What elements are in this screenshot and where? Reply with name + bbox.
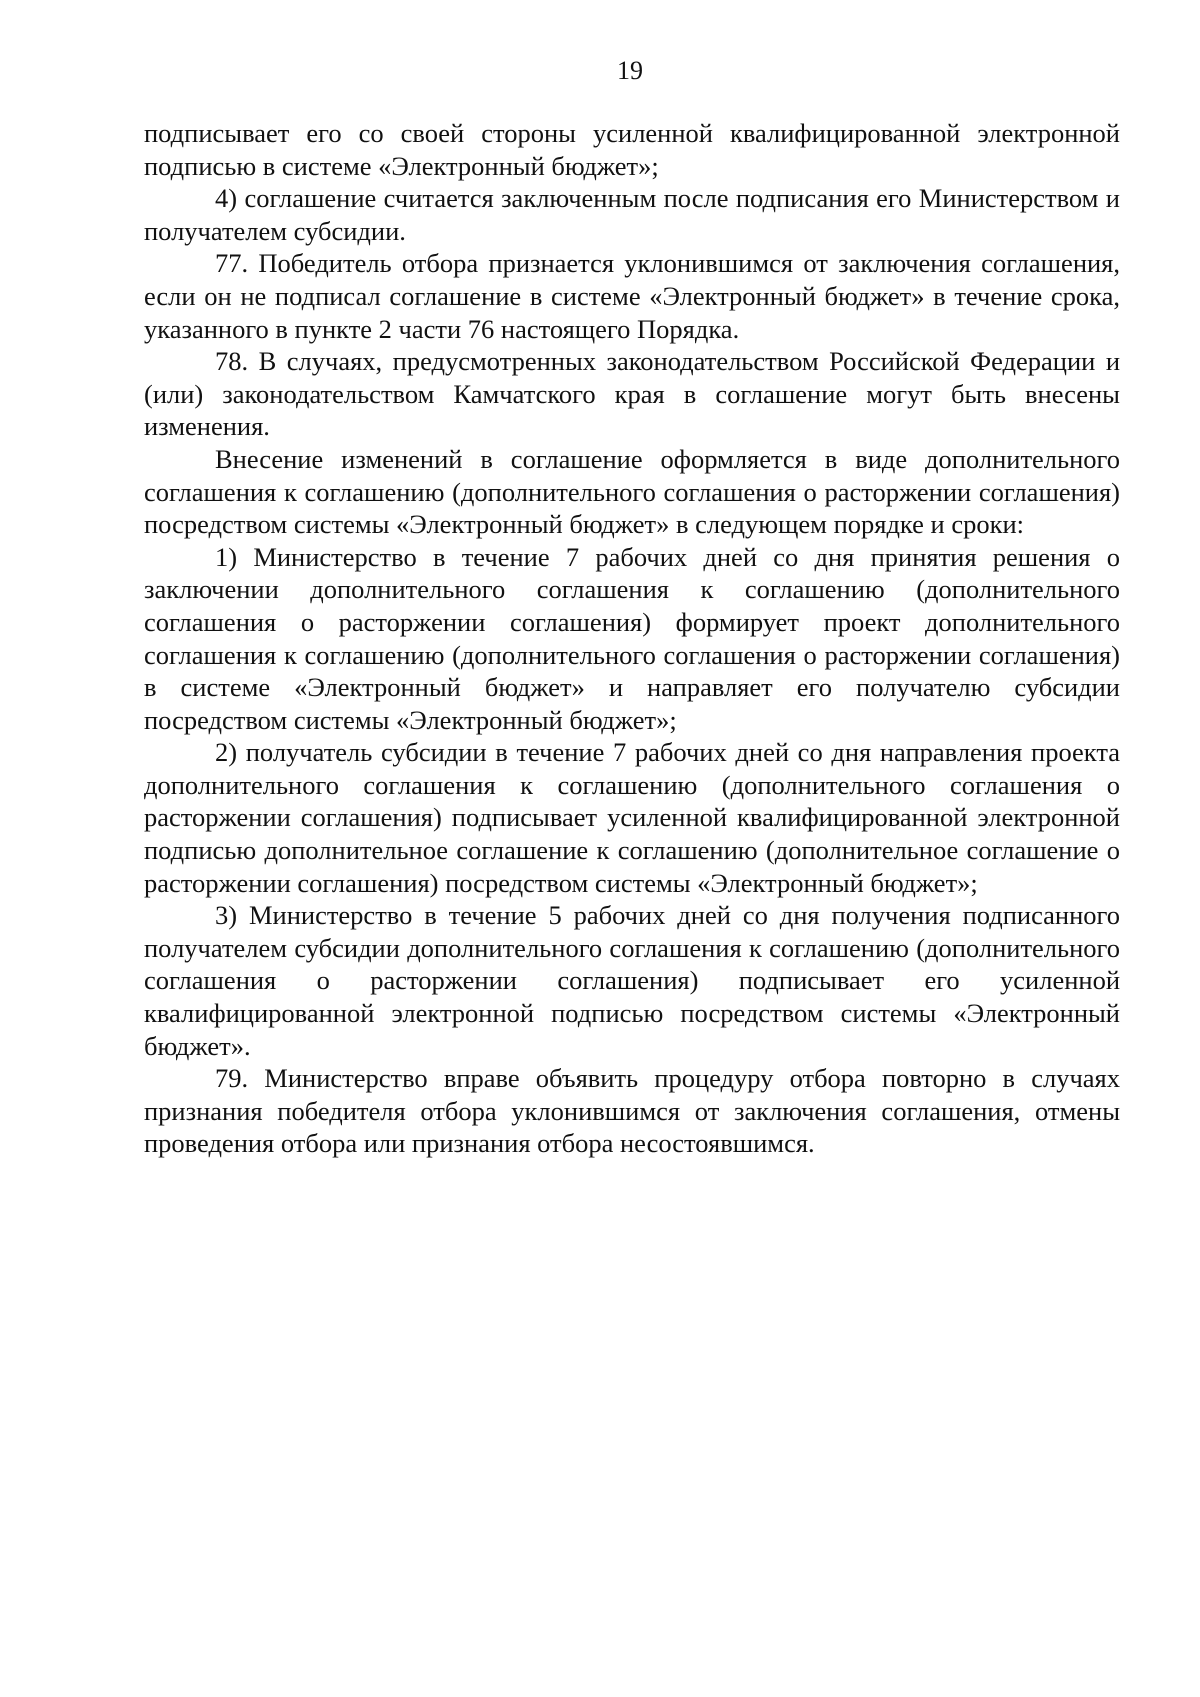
paragraph-step-2: 2) получатель субсидии в течение 7 рабочих дней со дня направления проекта дополнительного соглашения к соглашению (дополнительного соглашения о расторжении соглашения) подписывает усиленной квалифицированной электронной подписью дополнительное соглашение к соглашению (дополнительное соглашение о расторжении соглашения) посредством системы «Электронный бюджет»; [144, 737, 1120, 898]
paragraph-step-1: 1) Министерство в течение 7 рабочих дней со дня принятия решения о заключении дополнительного соглашения к соглашению (дополнительного соглашения о расторжении соглашения) формирует проект дополнительного соглашения к соглашению (дополнительного соглашения о расторжении соглашения) в системе «Электронный бюджет» и направляет его получателю субсидии посредством системы «Электронный бюджет»; [144, 541, 1120, 735]
paragraph-continuation: подписывает его со своей стороны усиленной квалифицированной электронной подписью в системе «Электронный бюджет»; [144, 118, 1120, 181]
page-number: 19 [617, 56, 643, 85]
document-body [144, 117, 1120, 1160]
paragraph-78: 78. В случаях, предусмотренных законодательством Российской Федерации и (или) законодательством Камчатского края в соглашение могут быть внесены изменения. [144, 346, 1120, 442]
paragraph-item-4: 4) соглашение считается заключенным после подписания его Министерством и получателем субсидии. [144, 183, 1120, 246]
paragraph-step-3: 3) Министерство в течение 5 рабочих дней со дня получения подписанного получателем субсидии дополнительного соглашения к соглашению (дополнительного соглашения о расторжении соглашения) подписывает его усиленной квалифицированной электронной подписью посредством системы «Электронный бюджет». [144, 900, 1120, 1061]
paragraph-amendments: Внесение изменений в соглашение оформляется в виде дополнительного соглашения к соглашению (дополнительного соглашения о расторжении соглашения) посредством системы «Электронный бюджет» в следующем порядке и сроки: [144, 443, 1120, 540]
paragraph-79: 79. Министерство вправе объявить процедуру отбора повторно в случаях признания победителя отбора уклонившимся от заключения соглашения, отмены проведения отбора или признания отбора несостоявшимся. [144, 1063, 1120, 1159]
paragraph-77: 77. Победитель отбора признается уклонившимся от заключения соглашения, если он не подписал соглашение в системе «Электронный бюджет» в течение срока, указанного в пункте 2 части 76 настоящего Порядка. [144, 248, 1120, 344]
